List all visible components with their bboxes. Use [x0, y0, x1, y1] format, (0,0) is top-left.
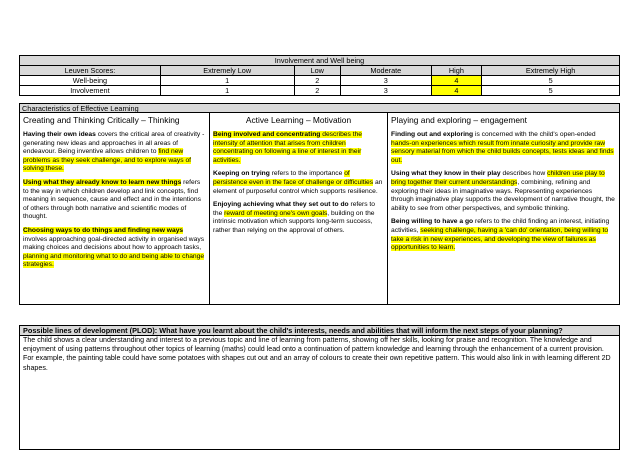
scale-title: Involvement and Well being — [20, 56, 620, 66]
score-cell: 5 — [482, 86, 620, 96]
score-cell: 5 — [482, 76, 620, 86]
paragraph — [391, 131, 616, 165]
text: an element of purposeful control which supports resilience. — [213, 178, 383, 195]
text: refers to the way in which children develop and link concepts, find meaning in sequence, cause and effect and in the intentions of others through both narrative and scientific modes of thought. — [23, 178, 201, 221]
score-cell: 1 — [160, 86, 294, 96]
scale-header-cell: Leuven Scores: — [20, 66, 161, 76]
paragraph — [23, 131, 206, 174]
engagement-column — [388, 113, 619, 305]
text: refers to the importance — [269, 170, 345, 178]
highlight: reward of meeting one's own goals — [224, 209, 328, 217]
plod-paragraph: The child shows a clear understanding and interest to a previous topic and line of learning from patterns, showing off her skills, looking for praise and recognition. The knowledge and enjoyment of using patterns throughout other topics of learning (maths) could lead onto a continuation of pattern knowledge and learning through the enhancement of a current provision. — [23, 336, 604, 354]
scale-header-row — [20, 66, 620, 76]
term-highlight: Being involved and concentrating — [213, 131, 321, 138]
scale-header-cell: Moderate — [341, 66, 432, 76]
plod-header: Possible lines of development (PLOD): What have you learnt about the child's interests, needs and abilities that will inform the next steps of your planning? — [20, 326, 619, 336]
scale-header-cell: Extremely Low — [160, 66, 294, 76]
highlight: describes the intensity of attention that arises from children concentrating on following a line of interest in their activities. — [213, 131, 363, 164]
term: Finding out and exploring — [391, 131, 474, 138]
highlight: children use play to bring together their current understandings — [391, 170, 605, 186]
text: covers the critical area of creativity - generating new ideas and approaches in all areas of endeavour. Being inventive allows children to — [23, 131, 205, 156]
row-label: Well-being — [20, 76, 161, 86]
plod-section — [19, 325, 620, 450]
column-title: Creating and Thinking Critically – Thinking — [23, 115, 180, 125]
column-title: Playing and exploring – engagement — [391, 115, 527, 125]
score-cell-selected: 4 — [431, 76, 482, 86]
characteristics-header: Characteristics of Effective Learning — [20, 104, 619, 113]
score-cell: 1 — [160, 76, 294, 86]
highlight: seeking challenge, having a 'can do' orientation, being willing to take a risk in new experiences, and developing the view of failures as opportunities to learn. — [391, 226, 609, 252]
leuven-scale-table — [19, 55, 620, 96]
paragraph — [23, 227, 206, 270]
plod-paragraph: For example, the painting table could have some potatoes with shapes cut out and an array of colours to create their own repetitive pattern. This would also link in with learning different 2D shapes. — [23, 354, 611, 372]
term-highlight: Using what they already know to learn new things — [23, 178, 182, 186]
text: , building on the intrinsic motivation which supports long-term success, rather than relying on the approval of others. — [213, 209, 375, 234]
highlight: planning and monitoring what to do and being able to change strategies. — [23, 252, 205, 269]
thinking-column — [20, 113, 210, 305]
row-label: Involvement — [20, 86, 161, 96]
scale-header-cell: High — [431, 66, 482, 76]
involvement-row — [20, 86, 620, 96]
term: Enjoying achieving what they set out to do — [213, 201, 349, 209]
paragraph — [213, 201, 384, 235]
paragraph — [23, 179, 206, 222]
score-cell: 2 — [294, 76, 341, 86]
paragraph — [213, 131, 384, 165]
wellbeing-row — [20, 76, 620, 86]
term: Being willing to have a go — [391, 218, 474, 226]
term: Using what they know in their play — [391, 170, 501, 178]
text: refers to the child finding an interest, initiating activities, — [391, 218, 610, 234]
highlight: find new problems as they seek challenge, and to explore ways of solving these. — [23, 148, 192, 173]
plod-body — [20, 336, 619, 373]
text: involves approaching goal-directed activity in organised ways making choices and decisions about how to approach tasks, — [23, 235, 205, 252]
motivation-column — [210, 113, 388, 305]
score-cell-selected: 4 — [431, 86, 482, 96]
paragraph — [213, 170, 384, 196]
term: Keeping on trying — [213, 170, 270, 178]
score-cell: 2 — [294, 86, 341, 96]
score-cell: 3 — [341, 76, 432, 86]
highlight: of persistence even in the face of challenge or difficulties — [213, 170, 374, 186]
score-cell: 3 — [341, 86, 432, 96]
text: , combining, refining and exploring their ideas in imaginative ways. Representing experiences through imaginative play supports the development of narrative thought, the ability to see from other perspectives, and symbolic thinking. — [391, 178, 615, 212]
term: Having their own ideas — [23, 131, 96, 138]
text: is concerned with the child's open-ended — [473, 131, 596, 138]
paragraph — [391, 218, 616, 252]
paragraph — [391, 170, 616, 213]
highlight: hands-on experiences which result from innate curiosity and provide raw sensory material from which the child builds concepts, tests ideas and finds out. — [391, 139, 614, 164]
scale-header-cell: Low — [294, 66, 341, 76]
term-highlight: Choosing ways to do things and finding new ways — [23, 226, 184, 234]
scale-header-cell: Extremely High — [482, 66, 620, 76]
text: refers to the — [213, 201, 376, 217]
text: describes how — [500, 170, 548, 178]
characteristics-table — [19, 103, 620, 305]
column-title: Active Learning – Motivation — [245, 115, 352, 125]
